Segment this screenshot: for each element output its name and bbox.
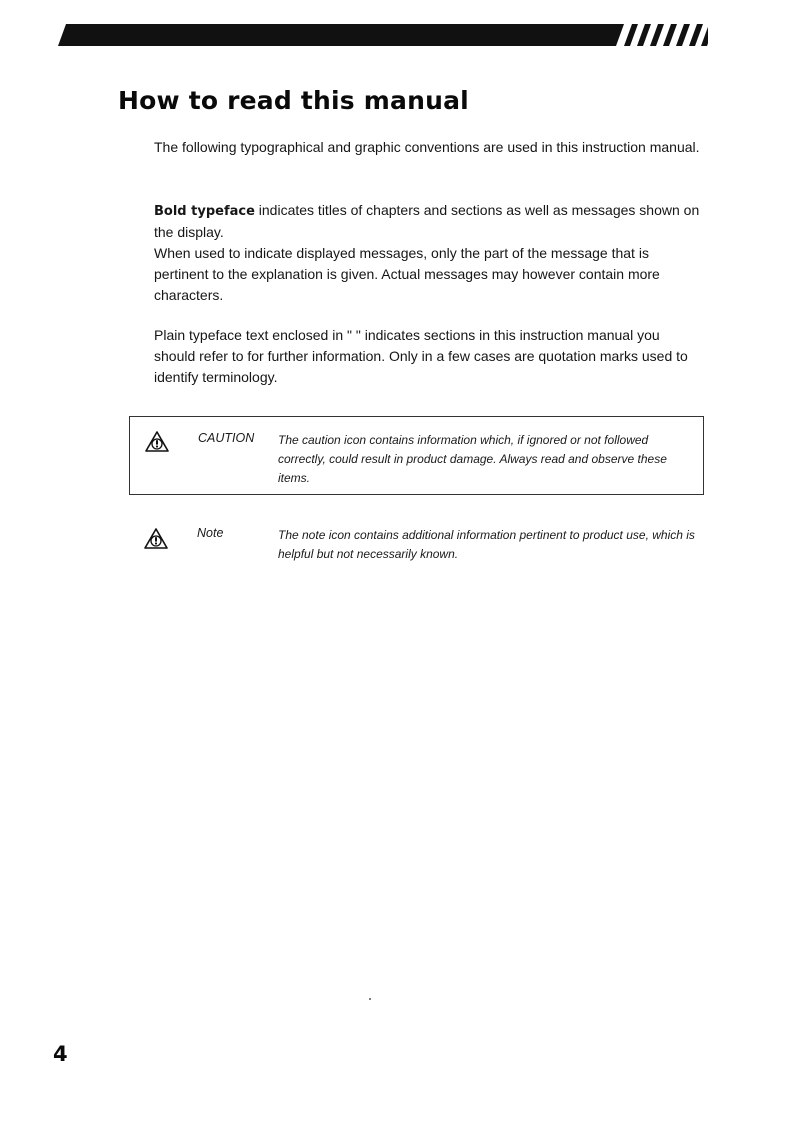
plain-typeface-paragraph <box>154 325 704 388</box>
note-warning-triangle-icon <box>143 527 169 551</box>
header-banner <box>58 24 708 46</box>
note-label: Note <box>197 526 224 540</box>
bold-typeface-term: Bold typeface <box>154 204 255 219</box>
caution-text: The caution icon contains information which, if ignored or not followed correctly, could result in product damage. Always read and observe these items. <box>278 433 667 485</box>
bold-typeface-description: indicates titles of chapters and sections as well as messages shown on the display. <box>154 202 700 240</box>
caution-box <box>129 416 704 495</box>
caution-label: CAUTION <box>198 431 255 445</box>
note-text: The note icon contains additional information pertinent to product use, which is helpful but not necessarily known. <box>278 528 695 561</box>
displayed-messages-text: When used to indicate displayed messages, only the part of the message that is pertinent to the explanation is given. Actual messages may however contain more characters. <box>154 245 660 303</box>
page-title: How to read this manual <box>118 86 469 115</box>
intro-text: The following typographical and graphic conventions are used in this instruction manual. <box>154 139 700 155</box>
bold-typeface-line <box>154 200 704 243</box>
caution-warning-triangle-icon <box>144 430 170 454</box>
slash-stripe-banner-icon <box>58 24 708 46</box>
plain-typeface-text: Plain typeface text enclosed in " " indicates sections in this instruction manual you should refer to for further information. Only in a few cases are quotation marks used to identify terminology. <box>154 327 688 385</box>
stray-dot <box>369 998 371 1000</box>
intro-paragraph <box>154 137 704 158</box>
bold-typeface-paragraph <box>154 200 704 306</box>
page-number: 4 <box>53 1042 68 1066</box>
